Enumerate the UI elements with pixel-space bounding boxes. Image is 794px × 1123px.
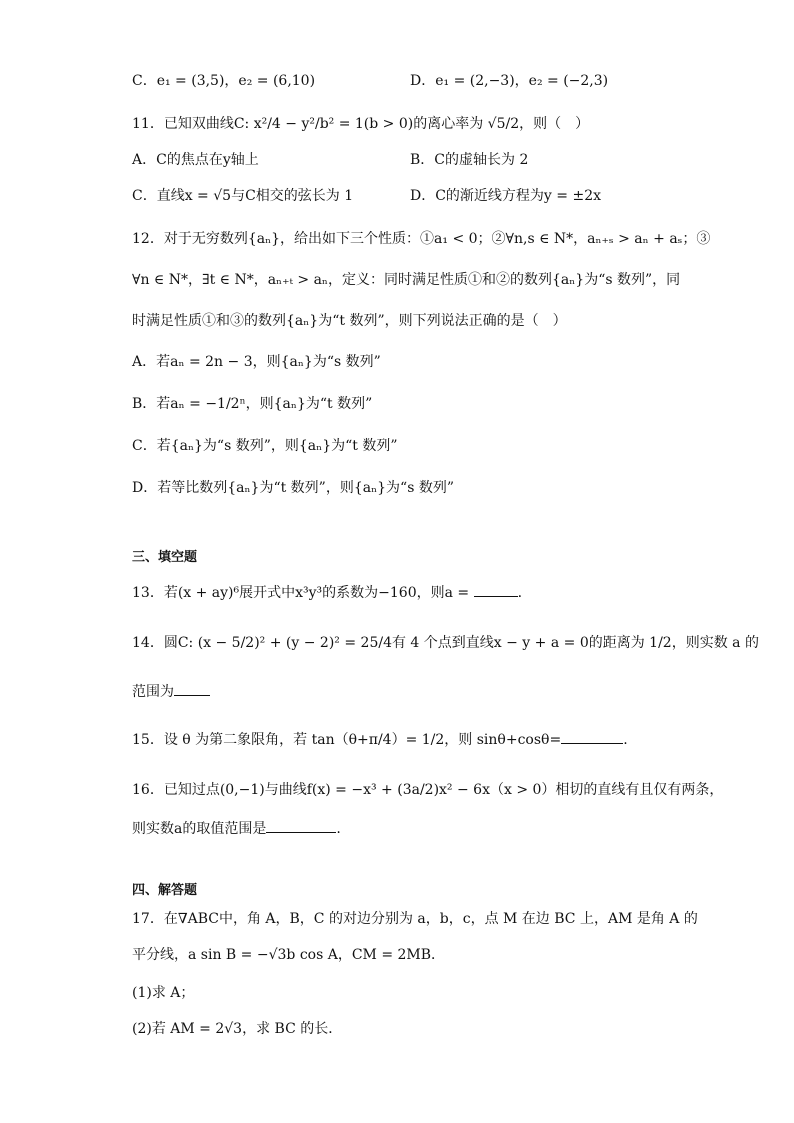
- q14-text: 范围为: [132, 684, 174, 700]
- q16-stem-line2: [132, 818, 341, 839]
- q14-stem-line2: [132, 681, 210, 702]
- q10-option-d: D．e₁ = (2,−3)，e₂ = (−2,3): [410, 73, 609, 89]
- q12-option-c: C．若{aₙ}为“s 数列”，则{aₙ}为“t 数列”: [132, 438, 398, 454]
- q10-option-c: C．e₁ = (3,5)，e₂ = (6,10): [132, 73, 316, 89]
- q12-option-a: A．若aₙ = 2n − 3，则{aₙ}为“s 数列”: [132, 354, 381, 370]
- q12-stem-line1: 12．对于无穷数列{aₙ}，给出如下三个性质：①a₁ < 0；②∀n,s ∈ N*，aₙ₊ₛ > aₙ + aₛ；③: [132, 231, 711, 247]
- q11-stem: 11．已知双曲线C: x²/4 − y²/b² = 1(b > 0)的离心率为 √5/2，则（ ）: [132, 116, 590, 132]
- q17-stem-line2: 平分线，a sin B = −√3b cos A，CM = 2MB．: [132, 947, 446, 963]
- q14-answer-blank[interactable]: [174, 681, 210, 696]
- q15-stem: [132, 729, 628, 750]
- q12-stem-line3: 时满足性质①和③的数列{aₙ}为“t 数列”，则下列说法正确的是（ ）: [132, 313, 567, 329]
- q16-end: .: [336, 821, 341, 837]
- q13-answer-blank[interactable]: [474, 582, 518, 597]
- q16-stem-line1: 16．已知过点(0,−1)与曲线f(x) = −x³ + (3a/2)x² − 6x（x > 0）相切的直线有且仅有两条，: [132, 782, 724, 798]
- q17-part1: (1)求 A；: [132, 985, 195, 1001]
- q15-end: .: [623, 732, 628, 748]
- q17-part2: (2)若 AM = 2√3，求 BC 的长．: [132, 1021, 343, 1037]
- q15-text: 15．设 θ 为第二象限角，若 tan（θ+π/4）= 1/2，则 sinθ+cosθ=: [132, 732, 562, 748]
- q12-stem-line2: ∀n ∈ N*，∃t ∈ N*，aₙ₊ₜ > aₙ，定义：同时满足性质①和②的数列{aₙ}为“s 数列”，同: [132, 272, 681, 288]
- q11-option-c: C．直线x = √5与C相交的弦长为 1: [132, 188, 354, 204]
- section3-title: 三、填空题: [132, 550, 198, 565]
- section4-title: 四、解答题: [132, 883, 198, 898]
- q16-text: 则实数a的取值范围是: [132, 821, 267, 837]
- q11-option-a: A．C的焦点在y轴上: [132, 152, 259, 168]
- q14-stem-line1: 14．圆C: (x − 5/2)² + (y − 2)² = 25/4有 4 个点到直线x − y + a = 0的距离为 1/2，则实数 a 的: [132, 635, 759, 651]
- q13-end: .: [517, 585, 523, 601]
- q12-option-d: D．若等比数列{aₙ}为“t 数列”，则{aₙ}为“s 数列”: [132, 480, 454, 496]
- q15-answer-blank[interactable]: [561, 729, 623, 744]
- q17-stem-line1: 17．在∇ABC中，角 A，B，C 的对边分别为 a，b，c，点 M 在边 BC 上，AM 是角 A 的: [132, 911, 698, 927]
- q11-option-d: D．C的渐近线方程为y = ±2x: [410, 188, 602, 204]
- q12-option-b: B．若aₙ = −1/2ⁿ，则{aₙ}为“t 数列”: [132, 396, 373, 412]
- q11-option-b: B．C的虚轴长为 2: [410, 152, 529, 168]
- q13-text: 13．若(x + ay)⁶展开式中x³y³的系数为−160，则a =: [132, 585, 470, 601]
- q16-answer-blank[interactable]: [266, 818, 336, 833]
- q13-stem: [132, 582, 522, 603]
